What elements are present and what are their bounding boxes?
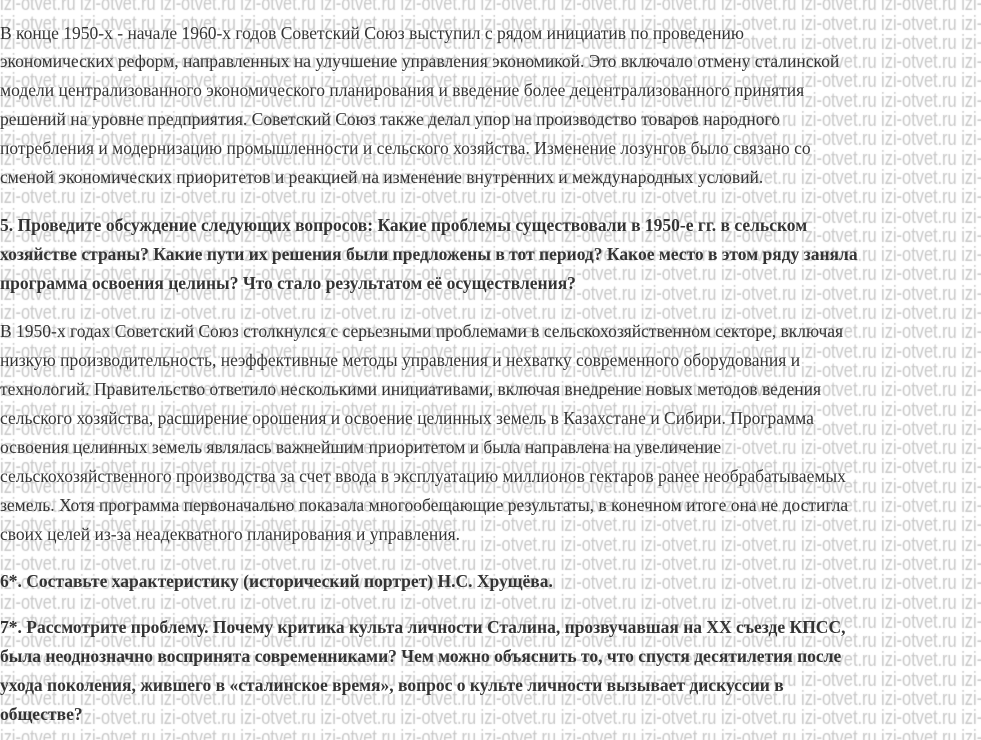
text-line: решений на уровне предприятия. Советский Союз также делал упор на производство товаров народного — [0, 109, 780, 129]
text-line: была неоднозначно воспринята современниками? Чем можно объяснить то, что спустя десятилетия после — [0, 646, 842, 666]
text-line: сельского хозяйства, расширение орошения и освоение целинных земель в Казахстане и Сибири. Программа — [0, 408, 814, 428]
text-line: ухода поколения, жившего в «сталинское время», вопрос о культе личности вызывает дискуссии в — [0, 675, 784, 695]
text-line: освоения целинных земель являлась важнейшим приоритетом и была направлена на увеличение — [0, 437, 722, 457]
text-line: 7*. Рассмотрите проблему. Почему критика культа личности Сталина, прозвучавшая на XX съезде КПСС, — [0, 617, 846, 637]
text-line: В 1950-х годах Советский Союз столкнулся с серьезными проблемами в сельскохозяйственном секторе, включая — [0, 321, 844, 341]
text-line: сельскохозяйственного производства за счет ввода в эксплуатацию миллионов гектаров ранее необрабатываемых — [0, 466, 846, 486]
text-line: сменой экономических приоритетов и реакцией на изменение внутренних и международных условий. — [0, 167, 764, 187]
text-line: В конце 1950-х - начале 1960-х годов Советский Союз выступил с рядом инициатив по проведению — [0, 23, 744, 43]
text-line: земель. Хотя программа первоначально показала многообещающие результаты, в конечном итоге она не достигла — [0, 495, 849, 515]
text-line: модели централизованного экономического планирования и введение более децентрализованного принятия — [0, 80, 805, 100]
text-line: программа освоения целины? Что стало результатом её осуществления? — [0, 273, 576, 293]
text-line: экономических реформ, направленных на улучшение управления экономикой. Это включало отмену сталинской — [0, 51, 840, 71]
text-line: потребления и модернизацию промышленности и сельского хозяйства. Изменение лозунгов было связано со — [0, 138, 811, 158]
text-line: своих целей из-за неадекватного планирования и управления. — [0, 524, 461, 544]
text-line: технологий. Правительство ответило несколькими инициативами, включая внедрение новых методов ведения — [0, 379, 822, 399]
text-line: низкую производительность, неэффективные методы управления и нехватку современного оборудования и — [0, 350, 801, 370]
text-line: обществе? — [0, 704, 83, 724]
text-line: 6*. Составьте характеристику (исторический портрет) Н.С. Хрущёва. — [0, 571, 553, 591]
text-line: хозяйстве страны? Какие пути их решения были предложены в тот период? Какое место в этом ряду заняла — [0, 244, 858, 264]
text-line: 5. Проведите обсуждение следующих вопросов: Какие проблемы существовали в 1950-е гг. в сельском — [0, 215, 808, 235]
